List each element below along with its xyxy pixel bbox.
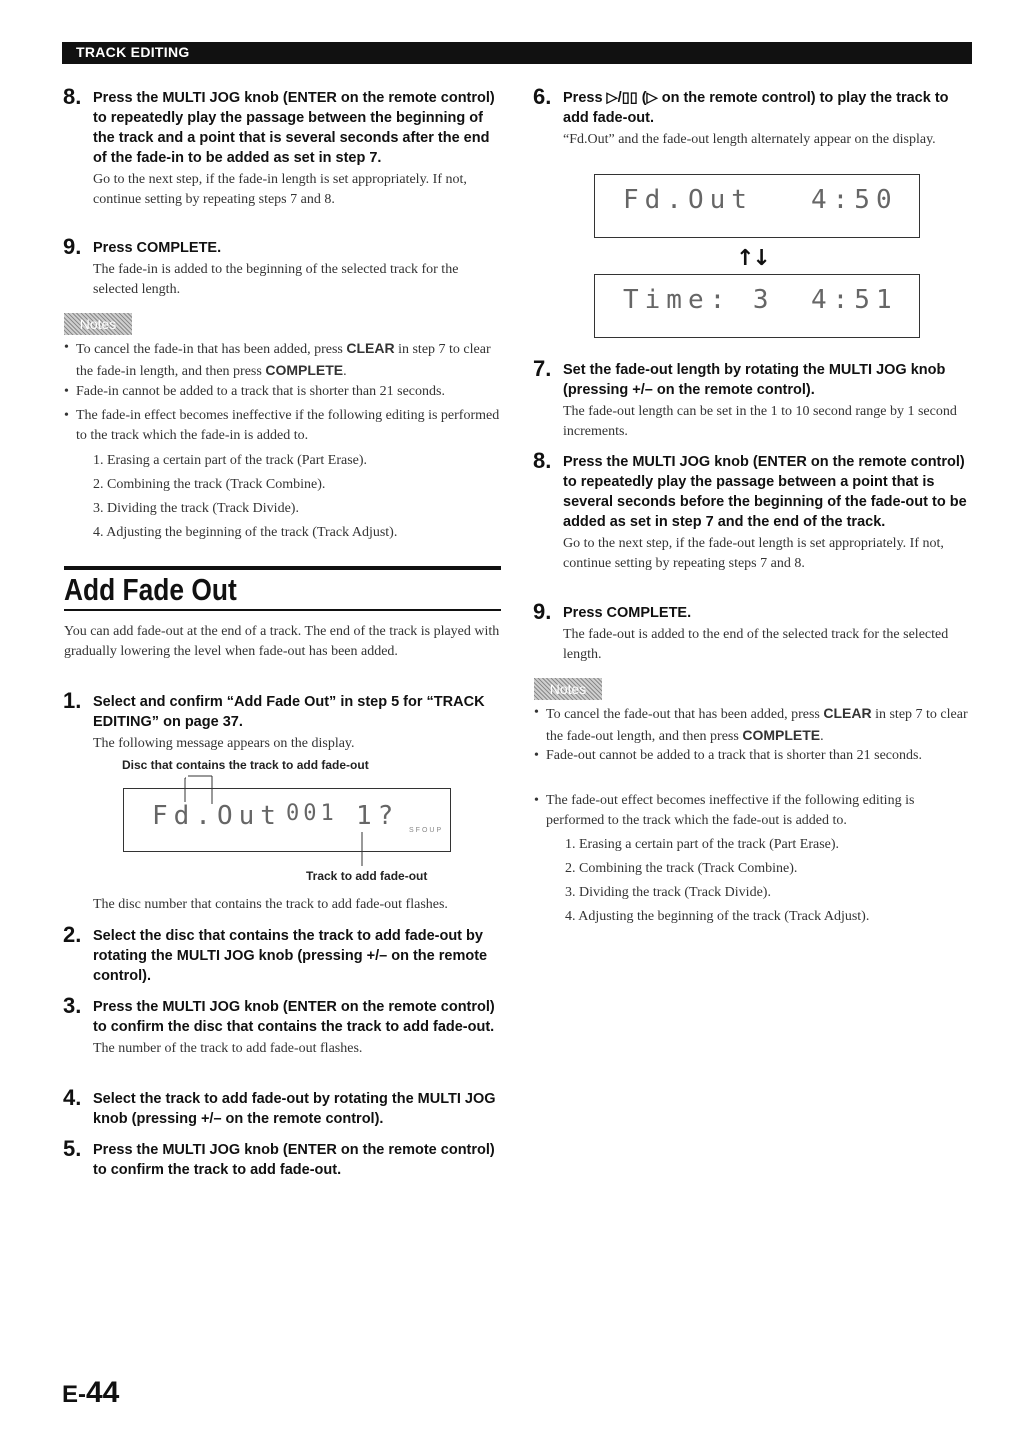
note-subitem: 2. Combining the track (Track Combine). [565,861,798,876]
right-step-7 [533,356,973,442]
step-heading: Select the disc that contains the track to add fade-out by rotating the MULTI JOG knob (pressing +/– on the remote control). [93,928,488,984]
step-heading: Select the track to add fade-out by rotating the MULTI JOG knob (pressing +/– on the remote control). [93,1091,496,1127]
left-step-2 [63,922,503,986]
disc-caption: Disc that contains the track to add fade-out [122,758,369,772]
step-body: The following message appears on the display. [93,736,355,751]
step-number: 8. [533,448,552,473]
step-heading: Press COMPLETE. [563,605,692,621]
right-step-9 [533,599,973,665]
step-heading: Press the MULTI JOG knob (ENTER on the remote control) to repeatedly play the passage between the beginning of the track and a point that is several seconds after the end of the fade-in to be added as set in step 7. [93,90,495,166]
step-number: 9. [63,234,82,259]
note-subitem: 2. Combining the track (Track Combine). [93,477,326,492]
step-body: Go to the next step, if the fade-in length is set appropriately. If not, continue setting by repeating steps 7 and 8. [93,172,467,207]
step-body: The fade-out length can be set in the 1 to 10 second range by 1 second increments. [563,404,957,439]
lcd-display-time [594,274,920,338]
note-subitem: 3. Dividing the track (Track Divide). [93,501,299,516]
flash-note: The disc number that contains the track to add fade-out flashes. [93,897,448,912]
lcd-tag: SFOUP [409,827,444,834]
left-step-4 [63,1085,503,1129]
step-body: Go to the next step, if the fade-out length is set appropriately. If not, continue setting by repeating steps 7 and 8. [563,536,944,571]
lcd-value: 4:50 [811,185,898,215]
step-body: The number of the track to add fade-out flashes. [93,1041,363,1056]
section-header-label: TRACK EDITING [76,44,190,60]
lcd-disc-number: 001 [286,801,338,826]
note-subitem: 4. Adjusting the beginning of the track (Track Adjust). [93,525,398,540]
lcd-text: Fd.Out [623,185,753,215]
note-item: • Fade-out cannot be added to a track that is shorter than 21 seconds. [534,748,922,763]
right-step-8 [533,448,973,574]
step-heading: Press COMPLETE. [93,240,222,256]
note-item: • To cancel the fade-out that has been added, press CLEAR in step 7 to clear the fade-out length, and then press COMPLETE. [534,705,968,744]
lcd-value: 4:51 [811,285,898,315]
step-number: 7. [533,356,552,381]
note-subitem: 1. Erasing a certain part of the track (Part Erase). [93,453,368,468]
note-item: • To cancel the fade-in that has been added, press CLEAR in step 7 to clear the fade-in length, and then press COMPLETE. [64,340,491,379]
step-body: The fade-out is added to the end of the selected track for the selected length. [563,627,949,662]
step-body: The fade-in is added to the beginning of the selected track for the selected length. [93,262,459,297]
left-step-5 [63,1136,498,1180]
note-subitem: 1. Erasing a certain part of the track (Part Erase). [565,837,840,852]
step-number: 4. [63,1085,82,1110]
step-number: 9. [533,599,552,624]
notes-badge: Notes [64,313,132,335]
lcd-track-number: 1? [356,801,400,831]
note-item: • Fade-in cannot be added to a track that is shorter than 21 seconds. [64,384,445,399]
right-step-6 [533,84,973,150]
section-title: Add Fade Out [64,572,237,607]
section-intro: You can add fade-out at the end of a track. The end of the track is played with gradually lowering the level when fade-out has been added. [64,624,500,659]
step-number: 1. [63,688,82,713]
step-heading: Press the MULTI JOG knob (ENTER on the remote control) to confirm the track to add fade-out. [93,1142,495,1178]
step-heading: Select and confirm “Add Fade Out” in step 5 for “TRACK EDITING” on page 37. [93,694,485,730]
left-step-3 [63,993,498,1059]
step-heading: Press ▷/▯▯ (▷ on the remote control) to play the track to add fade-out. [563,90,949,126]
step-number: 5. [63,1136,82,1161]
step-number: 3. [63,993,82,1018]
note-subitem: 3. Dividing the track (Track Divide). [565,885,771,900]
step-number: 2. [63,922,82,947]
note-item: • The fade-out effect becomes ineffective if the following editing is performed to the track which the fade-out is added to. [534,793,915,828]
lcd-display-fadeout-length [594,174,920,238]
step-heading: Set the fade-out length by rotating the MULTI JOG knob (pressing +/– on the remote control). [563,362,946,398]
track-caption: Track to add fade-out [306,869,428,883]
notes-badge: Notes [534,678,602,700]
note-subitem: 4. Adjusting the beginning of the track (Track Adjust). [565,909,870,924]
page-number: E-44 [62,1376,120,1409]
alternate-arrows-icon: ↑↓ [736,246,769,271]
step-body: “Fd.Out” and the fade-out length alternately appear on the display. [563,132,936,147]
step-heading: Press the MULTI JOG knob (ENTER on the remote control) to repeatedly play the passage between a point that is several seconds before the beginning of the fade-out to be added as set in step 7 and the end of the track. [563,454,967,530]
step-heading: Press the MULTI JOG knob (ENTER on the remote control) to confirm the disc that contains the track to add fade-out. [93,999,495,1035]
step-number: 6. [533,84,552,109]
step-number: 8. [63,84,82,109]
lcd-text: Fd.Out [152,801,282,831]
lcd-text: Time: 3 [623,285,775,315]
note-item: • The fade-in effect becomes ineffective if the following editing is performed to the track which the fade-in is added to. [64,408,500,443]
